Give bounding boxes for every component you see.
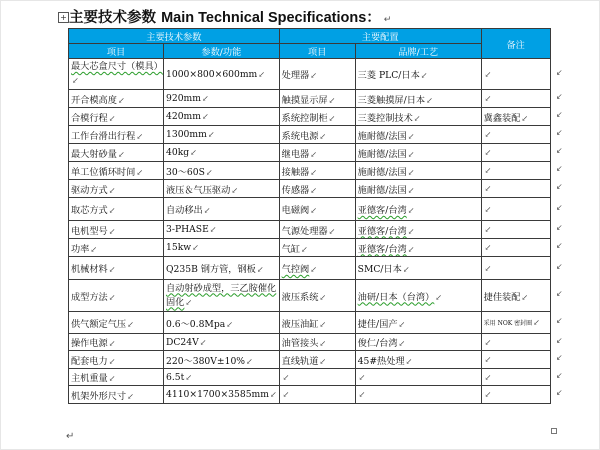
row-end-mark-icon: ↙ [556, 335, 563, 345]
cell-end-mark-icon: ↙ [407, 185, 415, 195]
row-end-mark-icon: ↙ [556, 164, 563, 173]
param-name-text: 最大射砂量 [71, 148, 117, 160]
cell-end-mark-icon: ↙ [136, 167, 144, 177]
param-name-text: 最大芯盒尺寸（模具） [71, 61, 163, 72]
cell-end-mark-icon: ↙ [484, 204, 492, 214]
param-value-text: 920mm [166, 93, 201, 104]
brand-process-text: 施耐德/法国 [357, 130, 407, 142]
row-end-mark-icon: ↙ [556, 370, 563, 380]
param-name-text: 主机重量 [71, 373, 108, 384]
param-name-cell[interactable] [69, 351, 164, 369]
remark-cell[interactable] [481, 126, 550, 144]
cell-end-mark-icon: ↙ [484, 69, 492, 79]
param-name-text: 合模行程 [71, 112, 108, 124]
cell-end-mark-icon: ↙ [301, 244, 308, 254]
brand-process-cell[interactable] [355, 351, 481, 369]
cell-end-mark-icon: ↙ [108, 356, 116, 366]
cell-end-mark-icon: ↙ [108, 226, 116, 236]
brand-process-cell[interactable] [355, 280, 481, 312]
cell-end-mark-icon: ↙ [328, 113, 336, 123]
table-row [69, 126, 551, 144]
row-end-mark-icon: ↙ [556, 223, 563, 232]
cell-end-mark-icon: ↙ [310, 167, 317, 177]
cell-end-mark-icon: ↙ [108, 265, 116, 274]
cell-end-mark-icon: ↙ [484, 337, 492, 347]
component-name-cell[interactable] [279, 198, 355, 221]
component-name-text: 触摸显示屏 [281, 94, 328, 106]
cell-end-mark-icon: ↙ [407, 206, 415, 215]
cell-end-mark-icon: ↙ [358, 390, 366, 399]
param-name-cell[interactable] [69, 90, 164, 108]
remark-cell[interactable] [481, 108, 550, 126]
param-value-cell[interactable] [164, 369, 280, 386]
cell-end-mark-icon: ↙ [190, 148, 197, 157]
row-end-mark-icon: ↙ [556, 289, 563, 298]
cell-end-mark-icon: ↙ [484, 225, 492, 234]
param-name-text: 配套电力 [71, 355, 108, 367]
component-name-cell[interactable] [279, 162, 355, 180]
param-name-text: 成型方法 [71, 291, 108, 303]
cell-end-mark-icon: ↙ [108, 292, 116, 302]
cell-end-mark-icon: ↙ [258, 69, 265, 79]
table-row [69, 239, 551, 257]
table-row [69, 334, 551, 351]
param-name-cell[interactable] [69, 369, 164, 386]
cell-end-mark-icon: ↙ [407, 131, 415, 141]
param-value-text: 0.6～0.8Mpa [166, 318, 226, 330]
cell-end-mark-icon: ↙ [328, 95, 336, 105]
cell-end-mark-icon: ↙ [484, 355, 492, 364]
cell-end-mark-icon: ↙ [256, 265, 264, 274]
cell-end-mark-icon: ↙ [407, 226, 415, 236]
param-value-text: 6.5t [166, 371, 185, 383]
component-name-cell[interactable] [279, 280, 355, 312]
component-name-cell[interactable] [279, 312, 355, 334]
table-row [69, 108, 551, 126]
brand-process-text: 亚德客/台湾 [357, 225, 407, 237]
param-value-cell[interactable] [164, 180, 280, 198]
brand-process-cell[interactable] [355, 312, 481, 334]
cell-end-mark-icon: ↙ [328, 226, 336, 236]
remark-cell[interactable] [481, 162, 550, 180]
component-name-cell[interactable] [279, 180, 355, 198]
table-resize-handle-icon[interactable] [551, 428, 557, 434]
component-name-text: 继电器 [281, 148, 310, 160]
remark-cell[interactable] [481, 312, 550, 334]
row-end-mark-icon: ↙ [556, 388, 563, 397]
param-value-cell[interactable] [164, 162, 280, 180]
row-end-mark-icon: ↙ [556, 128, 563, 137]
row-end-mark-icon: ↙ [556, 67, 563, 77]
brand-process-text: 三菱控制技术 [357, 112, 413, 124]
row-end-mark-icon: ↙ [556, 182, 563, 191]
component-name-text: 气控阀 [281, 264, 310, 275]
component-name-text: 电磁阀 [281, 205, 310, 216]
cell-end-mark-icon: ↙ [108, 185, 116, 195]
component-name-cell[interactable] [279, 59, 355, 90]
table-row [69, 198, 551, 221]
cell-end-mark-icon: ↙ [282, 372, 290, 382]
cell-end-mark-icon: ↙ [484, 130, 492, 139]
remark-cell[interactable] [481, 351, 550, 369]
brand-process-text: 亚德客/台湾 [357, 243, 407, 255]
component-name-text: 气缸 [281, 243, 301, 255]
cell-end-mark-icon: ↙ [310, 71, 317, 80]
cell-end-mark-icon: ↙ [117, 95, 125, 105]
cell-end-mark-icon: ↙ [319, 339, 327, 348]
cell-end-mark-icon: ↙ [231, 185, 239, 195]
remark-cell[interactable] [481, 180, 550, 198]
cell-end-mark-icon: ↙ [205, 167, 213, 177]
table-row [69, 144, 551, 162]
cell-end-mark-icon: ↙ [209, 225, 217, 234]
table-row [69, 90, 551, 108]
spec-table [68, 28, 551, 404]
cell-end-mark-icon: ↙ [136, 131, 144, 141]
cell-end-mark-icon: ↙ [533, 318, 540, 327]
cell-end-mark-icon: ↙ [310, 149, 317, 159]
cell-end-mark-icon: ↙ [185, 372, 193, 382]
header-group-config: 主要配置 [279, 29, 481, 44]
cell-end-mark-icon: ↙ [420, 71, 428, 80]
param-value-text: 自动射砂成型，三乙胺催化固化 [166, 282, 277, 308]
brand-process-text: 施耐德/法国 [357, 166, 407, 178]
param-value-cell[interactable] [164, 386, 280, 404]
brand-process-text: 油研/日本（台湾） [357, 291, 435, 303]
param-value-cell[interactable] [164, 351, 280, 369]
cell-end-mark-icon: ↙ [405, 356, 413, 366]
cell-end-mark-icon: ↙ [310, 206, 317, 215]
component-name-cell[interactable] [279, 351, 355, 369]
row-end-mark-icon: ↙ [556, 316, 563, 325]
component-name-text: 系统电源 [281, 130, 319, 142]
table-row [69, 386, 551, 404]
param-name-text: 单工位循环时间 [71, 166, 136, 178]
param-value-cell[interactable] [164, 334, 280, 351]
brand-process-cell[interactable] [355, 108, 481, 126]
remark-cell[interactable] [481, 369, 550, 386]
param-value-cell[interactable] [164, 312, 280, 334]
row-end-mark-icon: ↙ [556, 261, 563, 271]
table-row [69, 180, 551, 198]
brand-process-text: 三菱触摸屏/日本 [357, 94, 426, 106]
brand-process-cell[interactable] [355, 369, 481, 386]
param-value-cell[interactable] [164, 239, 280, 257]
paragraph-mark-icon: ↵ [383, 15, 392, 25]
param-name-cell[interactable] [69, 221, 164, 239]
param-value-cell[interactable] [164, 108, 280, 126]
brand-process-cell[interactable] [355, 198, 481, 221]
param-name-cell[interactable] [69, 386, 164, 404]
remark-text: 采用 NOK 密封圈 [483, 320, 533, 327]
component-name-cell[interactable] [279, 144, 355, 162]
brand-process-cell[interactable] [355, 257, 481, 280]
brand-process-text: 捷佳/国产 [357, 318, 398, 330]
brand-process-text: 三菱 PLC/日本 [357, 70, 420, 81]
component-name-cell[interactable] [279, 334, 355, 351]
brand-process-text: 亚德客/台湾 [357, 205, 407, 216]
cell-end-mark-icon: ↙ [319, 131, 327, 141]
param-name-cell[interactable] [69, 257, 164, 280]
param-name-text: 机械材料 [71, 264, 108, 275]
component-name-text: 液压油缸 [281, 318, 319, 330]
cell-end-mark-icon: ↙ [319, 292, 327, 302]
brand-process-text: 俊仁/台湾 [357, 338, 398, 349]
header-remark: 备注 [481, 29, 550, 59]
param-value-text: 自动移出 [166, 205, 203, 216]
cell-end-mark-icon: ↙ [521, 292, 529, 302]
param-value-text: 30～60S [166, 166, 205, 178]
component-name-text: 液压系统 [281, 291, 319, 303]
brand-process-cell[interactable] [355, 239, 481, 257]
param-value-cell[interactable] [164, 59, 280, 90]
cell-end-mark-icon: ↙ [398, 339, 406, 348]
row-end-mark-icon: ↙ [556, 146, 563, 155]
param-name-cell[interactable] [69, 59, 164, 90]
param-name-text: 工作台滑出行程 [71, 130, 136, 142]
component-name-cell[interactable] [279, 257, 355, 280]
table-row [69, 351, 551, 369]
param-name-cell[interactable] [69, 162, 164, 180]
header-group-tech: 主要技术参数 [69, 29, 280, 44]
cell-end-mark-icon: ↙ [192, 243, 199, 252]
cell-end-mark-icon: ↙ [246, 356, 253, 366]
cell-end-mark-icon: ↙ [226, 319, 233, 329]
param-name-text: 功率 [71, 243, 90, 255]
param-value-text: 1300mm [166, 129, 207, 140]
cell-end-mark-icon: ↙ [185, 297, 193, 307]
cell-end-mark-icon: ↙ [484, 166, 492, 175]
brand-process-text: 45#热处理 [357, 355, 405, 367]
param-value-text: 40kg [166, 147, 190, 158]
table-row [69, 257, 551, 280]
param-name-cell[interactable] [69, 239, 164, 257]
remark-cell[interactable] [481, 59, 550, 90]
component-name-cell[interactable] [279, 239, 355, 257]
cell-end-mark-icon: ↙ [484, 390, 492, 399]
cell-end-mark-icon: ↙ [199, 337, 207, 347]
param-value-cell[interactable] [164, 257, 280, 280]
brand-process-cell[interactable] [355, 126, 481, 144]
table-move-handle-icon[interactable]: + [58, 12, 69, 23]
remark-cell[interactable] [481, 257, 550, 280]
brand-process-text: 施耐德/法国 [357, 148, 407, 160]
header-item2: 项目 [279, 44, 355, 59]
table-row [69, 162, 551, 180]
param-value-cell[interactable] [164, 90, 280, 108]
cell-end-mark-icon: ↙ [108, 339, 116, 348]
component-name-text: 油管接头 [281, 338, 319, 349]
param-value-cell[interactable] [164, 144, 280, 162]
brand-process-cell[interactable] [355, 90, 481, 108]
cell-end-mark-icon: ↙ [319, 356, 327, 366]
param-value-text: Q235B 钢方管，钢板 [166, 264, 256, 275]
table-row [69, 312, 551, 334]
title-zh: 主要技术参数 [69, 10, 156, 26]
cell-end-mark-icon: ↙ [108, 206, 116, 215]
param-name-cell[interactable] [69, 144, 164, 162]
param-value-cell[interactable] [164, 198, 280, 221]
title-en: Main Technical Specifications [161, 10, 367, 26]
component-name-cell[interactable] [279, 386, 355, 404]
param-name-text: 操作电源 [71, 338, 108, 349]
cell-end-mark-icon: ↙ [407, 244, 415, 254]
cell-end-mark-icon: ↙ [201, 112, 209, 121]
cell-end-mark-icon: ↙ [484, 148, 492, 157]
title-suffix: ： [366, 10, 381, 26]
component-name-text: 直线轨道 [281, 355, 319, 367]
header-param: 参数/功能 [164, 44, 280, 59]
cell-end-mark-icon: ↙ [413, 113, 421, 123]
param-value-text: 420mm [166, 111, 201, 122]
param-value-text: DC24V [166, 336, 199, 348]
param-name-cell[interactable] [69, 126, 164, 144]
param-value-cell[interactable] [164, 280, 280, 312]
header-item: 项目 [69, 44, 164, 59]
cell-end-mark-icon: ↙ [402, 265, 410, 274]
brand-process-cell[interactable] [355, 386, 481, 404]
param-name-text: 机架外形尺寸 [71, 390, 127, 402]
brand-process-text: SMC/日本 [357, 264, 402, 275]
component-name-cell[interactable] [279, 221, 355, 239]
table-row [69, 280, 551, 312]
cell-end-mark-icon: ↙ [426, 95, 433, 105]
component-name-text: 传感器 [281, 184, 310, 196]
cell-end-mark-icon: ↙ [282, 390, 290, 399]
row-end-mark-icon: ↙ [556, 202, 563, 212]
cell-end-mark-icon: ↙ [484, 372, 492, 382]
remark-cell[interactable] [481, 90, 550, 108]
brand-process-cell[interactable] [355, 144, 481, 162]
param-name-text: 取芯方式 [71, 205, 108, 216]
table-row [69, 221, 551, 239]
brand-process-cell[interactable] [355, 162, 481, 180]
cell-end-mark-icon: ↙ [484, 243, 492, 252]
param-value-text: 液压＆气压驱动 [166, 184, 231, 196]
remark-cell[interactable] [481, 221, 550, 239]
param-name-cell[interactable] [69, 108, 164, 126]
remark-cell[interactable] [481, 144, 550, 162]
param-value-cell[interactable] [164, 126, 280, 144]
cell-end-mark-icon: ↙ [310, 185, 317, 195]
cell-end-mark-icon: ↙ [358, 372, 366, 382]
cell-end-mark-icon: ↙ [90, 244, 98, 254]
param-value-text: 3-PHASE [166, 224, 209, 235]
cell-end-mark-icon: ↙ [484, 263, 492, 273]
cell-end-mark-icon: ↙ [398, 319, 406, 329]
cell-end-mark-icon: ↙ [484, 94, 492, 103]
cell-end-mark-icon: ↙ [269, 390, 277, 399]
brand-process-cell[interactable] [355, 221, 481, 239]
cell-end-mark-icon: ↙ [310, 265, 317, 274]
table-row [69, 369, 551, 386]
param-name-cell[interactable] [69, 280, 164, 312]
remark-text: 捷佳装配 [483, 291, 521, 303]
table-row [69, 59, 551, 90]
remark-cell[interactable] [481, 198, 550, 221]
brand-process-text: 施耐德/法国 [357, 184, 407, 196]
cell-end-mark-icon: ↙ [407, 167, 415, 177]
row-end-mark-icon: ↙ [556, 110, 563, 119]
brand-process-cell[interactable] [355, 334, 481, 351]
cell-end-mark-icon: ↙ [72, 76, 79, 85]
param-name-text: 电机型号 [71, 225, 108, 237]
cell-end-mark-icon: ↙ [207, 130, 215, 139]
cell-end-mark-icon: ↙ [435, 292, 442, 302]
brand-process-cell[interactable] [355, 59, 481, 90]
component-name-cell[interactable] [279, 108, 355, 126]
page-title [69, 6, 391, 27]
remark-cell[interactable] [481, 386, 550, 404]
cell-end-mark-icon: ↙ [407, 149, 415, 159]
component-name-cell[interactable] [279, 369, 355, 386]
param-name-text: 供气额定气压 [71, 318, 127, 330]
component-name-text: 接触器 [281, 166, 310, 178]
end-paragraph-mark-icon: ↵ [66, 431, 75, 442]
row-end-mark-icon: ↙ [556, 92, 563, 101]
row-end-mark-icon: ↙ [556, 353, 563, 362]
param-value-text: 220～380V±10% [166, 355, 246, 367]
component-name-text: 系统控制柜 [281, 112, 328, 124]
param-name-cell[interactable] [69, 198, 164, 221]
param-value-text: 4110×1700×3585mm [166, 389, 269, 400]
cell-end-mark-icon: ↙ [521, 113, 529, 123]
brand-process-cell[interactable] [355, 180, 481, 198]
param-name-cell[interactable] [69, 180, 164, 198]
row-end-mark-icon: ↙ [556, 241, 563, 250]
cell-end-mark-icon: ↙ [319, 319, 327, 329]
param-name-text: 开合模高度 [71, 94, 117, 106]
remark-cell[interactable] [481, 334, 550, 351]
param-name-cell[interactable] [69, 334, 164, 351]
remark-cell[interactable] [481, 239, 550, 257]
param-name-cell[interactable] [69, 312, 164, 334]
param-value-text: 15kw [166, 242, 192, 253]
cell-end-mark-icon: ↙ [127, 391, 134, 401]
cell-end-mark-icon: ↙ [203, 206, 211, 215]
remark-cell[interactable] [481, 280, 550, 312]
component-name-text: 处理器 [281, 70, 310, 81]
component-name-cell[interactable] [279, 90, 355, 108]
component-name-text: 气源处理器 [281, 225, 328, 237]
cell-end-mark-icon: ↙ [484, 184, 492, 193]
cell-end-mark-icon: ↙ [108, 113, 116, 123]
cell-end-mark-icon: ↙ [108, 374, 116, 383]
cell-end-mark-icon: ↙ [117, 149, 125, 159]
param-name-text: 驱动方式 [71, 184, 108, 196]
param-value-cell[interactable] [164, 221, 280, 239]
header-brand: 品牌/工艺 [355, 44, 481, 59]
cell-end-mark-icon: ↙ [201, 94, 209, 103]
param-value-text: 1000×800×600mm [166, 68, 258, 80]
cell-end-mark-icon: ↙ [127, 319, 134, 329]
component-name-cell[interactable] [279, 126, 355, 144]
remark-text: 冀鑫装配 [483, 112, 521, 124]
